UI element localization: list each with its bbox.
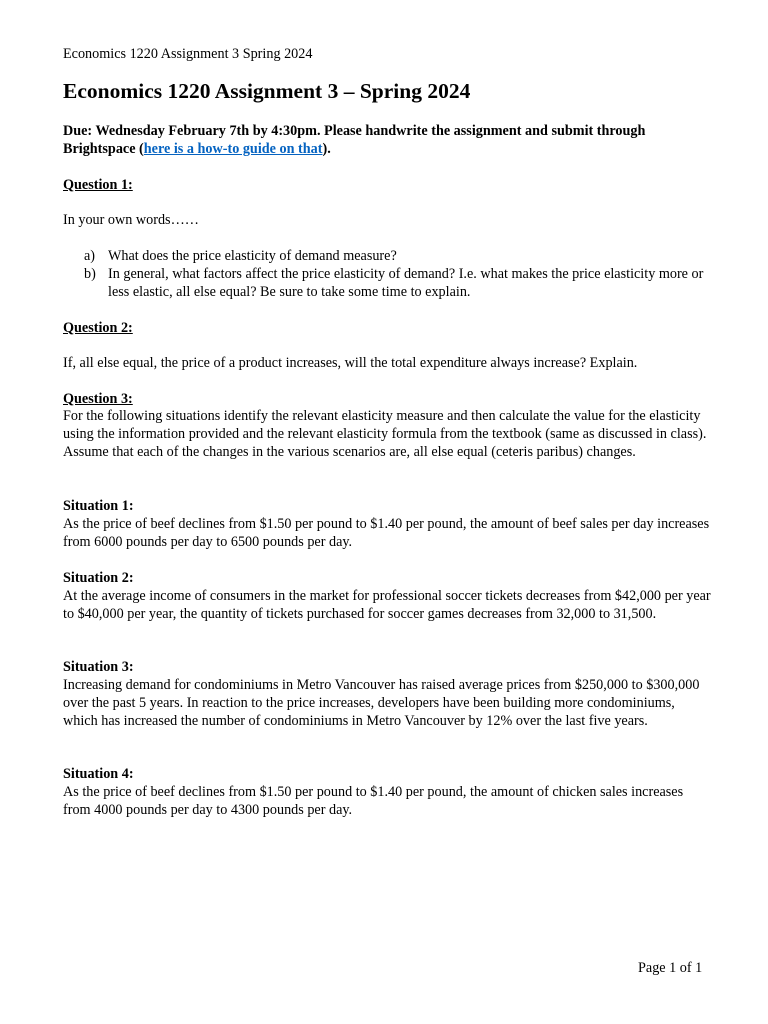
list-item bbox=[63, 265, 713, 301]
list-item bbox=[63, 247, 713, 265]
situation-1-text: As the price of beef declines from $1.50 per pound to $1.40 per pound, the amount of beef sales per day increases from 6000 pounds per day to 6500 pounds per day. bbox=[63, 516, 710, 550]
question-1-heading: Question 1: bbox=[63, 177, 133, 193]
list-marker: b) bbox=[84, 266, 96, 282]
how-to-guide-link[interactable]: here is a how-to guide on that bbox=[143, 141, 323, 157]
running-header: Economics 1220 Assignment 3 Spring 2024 bbox=[63, 46, 313, 62]
situation-4-heading: Situation 4: bbox=[63, 766, 134, 782]
situation-2-heading: Situation 2: bbox=[63, 570, 134, 586]
list-item-text: In general, what factors affect the price elasticity of demand? I.e. what makes the price elasticity more or less elastic, all else equal? Be sure to take some time to explain. bbox=[108, 266, 704, 300]
page-number: Page 1 of 1 bbox=[638, 960, 703, 976]
situation-2-text: At the average income of consumers in the market for professional soccer tickets decreases from $42,000 per year to $40,000 per year, the quantity of tickets purchased for soccer games decreases from 32,000 to 31,500. bbox=[63, 588, 711, 622]
document-page bbox=[63, 0, 713, 1024]
situation-1-heading: Situation 1: bbox=[63, 498, 134, 514]
situation-3-heading: Situation 3: bbox=[63, 659, 134, 675]
question-3-text: For the following situations identify the relevant elasticity measure and then calculate the value for the elasticity using the information provided and the relevant elasticity formula from the textbook (same as discussed in class). Assume that each of the changes in the various scenarios are, all else equal (ceteris paribus) changes. bbox=[63, 408, 707, 460]
situation-3-text: Increasing demand for condominiums in Metro Vancouver has raised average prices from $250,000 to $300,000 over the past 5 years. In reaction to the price increases, developers have been building more condominiums, which has increased the number of condominiums in Metro Vancouver by 12% over the last five years. bbox=[63, 677, 700, 729]
document-title: Economics 1220 Assignment 3 – Spring 2024 bbox=[63, 79, 471, 103]
list-marker: a) bbox=[84, 248, 96, 264]
question-2-text: If, all else equal, the price of a product increases, will the total expenditure always increase? Explain. bbox=[63, 355, 638, 371]
due-text: Due: Wednesday February 7th by 4:30pm. Please handwrite the assignment and submit through Brightspace ( bbox=[63, 123, 646, 157]
situation-4-text: As the price of beef declines from $1.50 per pound to $1.40 per pound, the amount of chicken sales increases from 4000 pounds per day to 4300 pounds per day. bbox=[63, 784, 684, 818]
due-notice bbox=[63, 122, 713, 158]
due-text-end: ). bbox=[322, 141, 331, 157]
list-item-text: What does the price elasticity of demand measure? bbox=[108, 248, 397, 264]
question-2-heading: Question 2: bbox=[63, 320, 133, 336]
question-1-intro: In your own words…… bbox=[63, 212, 199, 228]
question-3-heading: Question 3: bbox=[63, 391, 133, 407]
question-1-list bbox=[63, 247, 713, 301]
